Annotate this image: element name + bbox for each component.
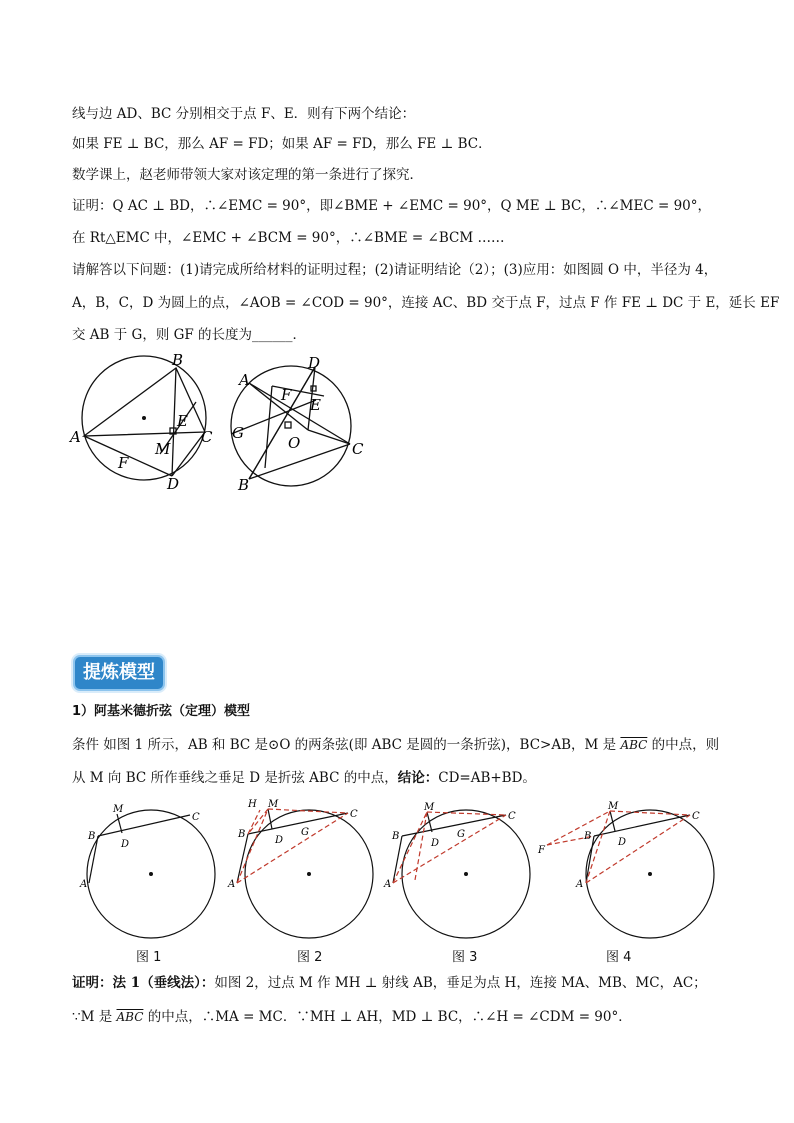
caption-fig-4: 图 4 <box>606 950 632 965</box>
text-line-3: 数学课上，赵老师带领大家对该定理的第一条进行了探究． <box>72 167 423 183</box>
conclusion-text: CD=AB+BD。 <box>438 770 536 786</box>
text-line-5: 在 Rt△EMC 中，∠EMC + ∠BCM = 90°，∴∠BME = ∠BCM …… <box>72 230 505 246</box>
arc-abc: $\overline{ABC}$ <box>620 738 648 752</box>
fig-2-label-a: A <box>228 879 236 890</box>
conclusion-label: 结论： <box>397 770 439 786</box>
proof-lead: 证明：法 1（垂线法）： <box>72 975 215 991</box>
fig-3-label-a: A <box>384 879 392 890</box>
fig2-label-d: D <box>308 354 321 372</box>
fig-2-label-g: G <box>301 827 309 838</box>
fig1-label-a: A <box>70 428 81 446</box>
fig-1-label-b: B <box>88 831 96 842</box>
fig2-label-e: E <box>310 396 321 414</box>
model-heading: 1）阿基米德折弦（定理）模型 <box>72 704 251 719</box>
fig1-label-e: E <box>177 412 188 430</box>
text-line-7: A，B，C，D 为圆上的点，∠AOB = ∠COD = 90°，连接 AC、BD 交于点 F，过点 F 作 FE ⊥ DC 于 E，延长 EF <box>72 295 780 311</box>
text-line-2: 如果 FE ⊥ BC，那么 AF = FD；如果 AF = FD，那么 FE ⊥ BC． <box>72 136 492 152</box>
fig-2-label-d: D <box>275 835 284 846</box>
condition-line-2 <box>72 768 536 788</box>
fig2-label-f: F <box>281 386 292 404</box>
fig-4-label-a: A <box>576 879 584 890</box>
fig-1-label-c: C <box>192 812 200 823</box>
fig2-label-o: O <box>288 434 301 452</box>
caption-fig-2: 图 2 <box>297 950 323 965</box>
fig-3-label-d: D <box>431 838 440 849</box>
fig1-label-b: B <box>172 351 184 369</box>
fig-3-label-m: M <box>424 802 435 813</box>
fig-2-label-h: H <box>248 799 257 810</box>
fig-3-label-b: B <box>392 831 400 842</box>
fig1-label-d: D <box>167 475 180 490</box>
fig-4-label-d: D <box>618 837 627 848</box>
proof2-text-b: 的中点，∴MA = MC．∵MH ⊥ AH，MD ⊥ BC，∴∠H = ∠CDM = 90°． <box>147 1009 632 1025</box>
caption-fig-3: 图 3 <box>452 950 478 965</box>
fig1-label-f: F <box>118 454 129 472</box>
text-line-8: 交 AB 于 G，则 GF 的长度为______． <box>72 327 307 343</box>
fig-2-label-b: B <box>238 829 246 840</box>
proof-text: 如图 2，过点 M 作 MH ⊥ 射线 AB，垂足为点 H，连接 MA、MB、MC，AC； <box>214 975 707 991</box>
condition2-text-a: 从 M 向 BC 所作垂线之垂足 D 是折弦 ABC 的中点， <box>72 770 398 786</box>
fig2-label-c: C <box>352 440 364 458</box>
caption-fig-1: 图 1 <box>136 950 162 965</box>
fig-1-label-d: D <box>121 839 130 850</box>
fig-4-label-b: B <box>584 831 592 842</box>
fig-4-label-m: M <box>608 801 619 812</box>
condition-line-1 <box>72 735 719 755</box>
fig-3-label-c: C <box>508 811 516 822</box>
fig-4-label-f: F <box>538 845 545 856</box>
fig-1-label-m: M <box>113 804 124 815</box>
text-line-6: 请解答以下问题：(1)请完成所给材料的证明过程；(2)请证明结论（2）；(3)应用：如图圆 O 中，半径为 4， <box>72 262 718 278</box>
fig2-label-b: B <box>238 476 250 490</box>
fig-3-label-g: G <box>457 829 465 840</box>
fig1-label-c: C <box>201 428 213 446</box>
fig2-label-g: G <box>232 424 244 442</box>
proof-arc-abc: $\overline{ABC}$ <box>116 1010 144 1024</box>
proof-line-2 <box>72 1007 632 1027</box>
section1-figures <box>60 350 380 490</box>
text-line-4: 证明：Q AC ⊥ BD，∴∠EMC = 90°，即∠BME + ∠EMC = 90°，Q ME ⊥ BC，∴∠MEC = 90°， <box>72 198 712 214</box>
fig-2-label-c: C <box>350 809 358 820</box>
proof2-text-a: ∵M 是 <box>72 1009 113 1025</box>
condition-text-b: 的中点，则 <box>651 737 720 753</box>
fig2-label-a: A <box>239 371 250 389</box>
model-figures <box>72 795 722 943</box>
text-line-1: 线与边 AD、BC 分别相交于点 F、E．则有下两个结论： <box>72 106 416 122</box>
proof-line-1 <box>72 973 707 993</box>
fig1-label-m: M <box>155 440 171 458</box>
condition-text-a: 条件 如图 1 所示，AB 和 BC 是⊙O 的两条弦(即 ABC 是圆的一条折弦)，BC>AB，M 是 <box>72 737 617 753</box>
section-badge: 提炼模型 <box>73 655 165 691</box>
fig-4-label-c: C <box>692 811 700 822</box>
fig-1-label-a: A <box>80 879 88 890</box>
fig-2-label-m: M <box>268 799 279 810</box>
